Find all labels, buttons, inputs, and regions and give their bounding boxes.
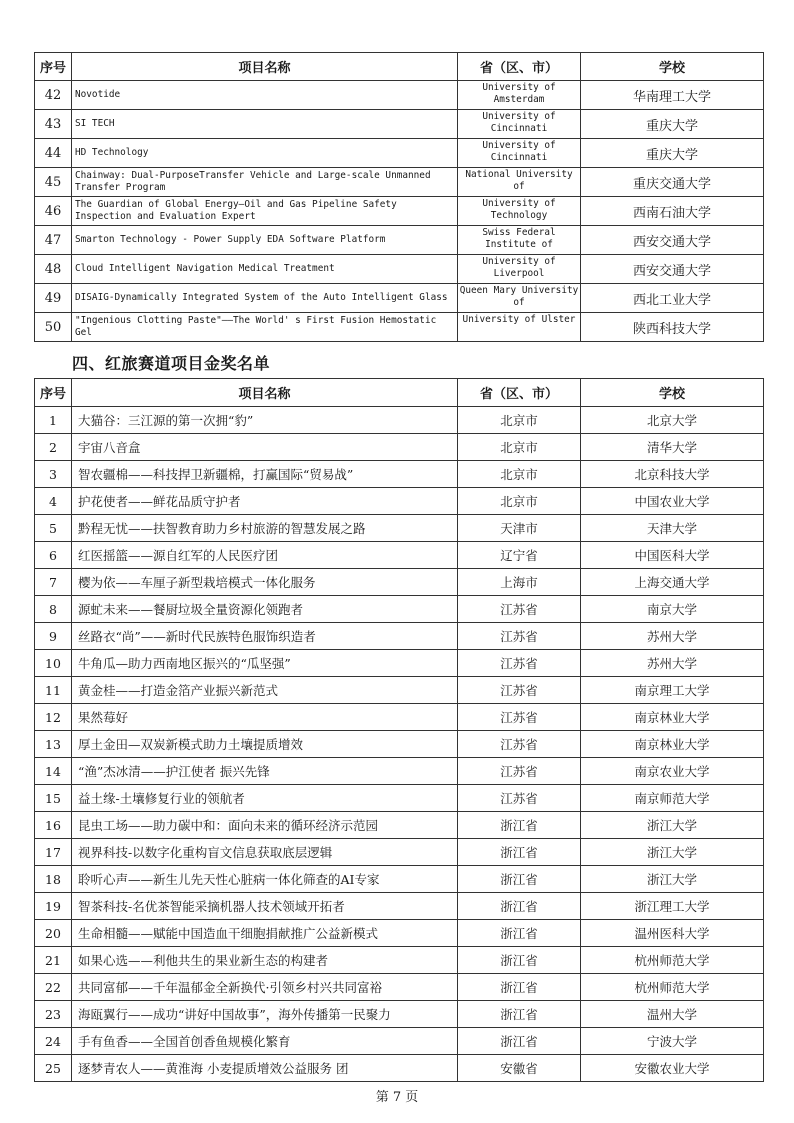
- page-number: 第 7 页: [375, 1090, 419, 1105]
- table-row: [35, 1028, 764, 1055]
- row-number: 44: [35, 139, 72, 168]
- school: 重庆大学: [581, 110, 764, 139]
- row-number: 42: [35, 81, 72, 110]
- row-number: 4: [35, 488, 72, 515]
- table-row: [35, 542, 764, 569]
- table-row: [35, 677, 764, 704]
- province: 江苏省: [458, 650, 581, 677]
- province-text: Swiss Federal Institute of: [482, 227, 556, 250]
- table-row: [35, 434, 764, 461]
- project-name: 生命相髓——赋能中国造血干细胞捐献推广公益新模式: [72, 920, 458, 947]
- row-number: 46: [35, 197, 72, 226]
- province-text: Queen Mary University of: [459, 285, 579, 308]
- province: 浙江省: [458, 1001, 581, 1028]
- table-row: [35, 920, 764, 947]
- table-row: [35, 168, 764, 197]
- project-name: "Ingenious Clotting Paste"——The World' s First Fusion Hemostatic Gel: [72, 313, 458, 342]
- school: 浙江大学: [581, 812, 764, 839]
- province: 江苏省: [458, 785, 581, 812]
- school: 南京农业大学: [581, 758, 764, 785]
- province: 北京市: [458, 461, 581, 488]
- province: 江苏省: [458, 704, 581, 731]
- project-name: 益土缘-土壤修复行业的领航者: [72, 785, 458, 812]
- row-number: 25: [35, 1055, 72, 1082]
- header-province: 省（区、市）: [458, 53, 581, 81]
- project-name: Chainway: Dual-PurposeTransfer Vehicle and Large-scale Unmanned Transfer Program: [72, 168, 458, 197]
- row-number: 3: [35, 461, 72, 488]
- row-number: 16: [35, 812, 72, 839]
- table-row: [35, 839, 764, 866]
- project-name: 聆听心声——新生儿先天性心脏病一体化筛查的AI专家: [72, 866, 458, 893]
- table-row: [35, 731, 764, 758]
- row-number: 11: [35, 677, 72, 704]
- row-number: 50: [35, 313, 72, 342]
- school: 西安交通大学: [581, 255, 764, 284]
- row-number: 8: [35, 596, 72, 623]
- project-name: 共同富郁——千年温郁金全新换代·引领乡村兴共同富裕: [72, 974, 458, 1001]
- table-row: [35, 110, 764, 139]
- project-name: 厚土金田—双炭新模式助力土壤提质增效: [72, 731, 458, 758]
- school: 浙江理工大学: [581, 893, 764, 920]
- project-name: 樱为依——车厘子新型栽培模式一体化服务: [72, 569, 458, 596]
- province: 江苏省: [458, 677, 581, 704]
- project-name: SI TECH: [72, 110, 458, 139]
- school: 重庆交通大学: [581, 168, 764, 197]
- school: 安徽农业大学: [581, 1055, 764, 1082]
- province: 浙江省: [458, 947, 581, 974]
- header-school: 学校: [581, 379, 764, 407]
- school: 上海交通大学: [581, 569, 764, 596]
- table-row: [35, 785, 764, 812]
- school: 苏州大学: [581, 650, 764, 677]
- school: 北京科技大学: [581, 461, 764, 488]
- school: 南京师范大学: [581, 785, 764, 812]
- table-row: [35, 407, 764, 434]
- project-name: Novotide: [72, 81, 458, 110]
- header-province: 省（区、市）: [458, 379, 581, 407]
- project-name: 黔程无忧——扶智教育助力乡村旅游的智慧发展之路: [72, 515, 458, 542]
- table-row: [35, 623, 764, 650]
- project-name: 红医摇篮——源自红军的人民医疗团: [72, 542, 458, 569]
- project-name: 手有鱼香——全国首创香鱼规模化繁育: [72, 1028, 458, 1055]
- table-row: [35, 704, 764, 731]
- row-number: 2: [35, 434, 72, 461]
- province: [458, 139, 581, 168]
- table-row: [35, 1001, 764, 1028]
- red-track-table: [34, 378, 764, 1082]
- row-number: 22: [35, 974, 72, 1001]
- province: 浙江省: [458, 866, 581, 893]
- row-number: 18: [35, 866, 72, 893]
- international-track-rows: [35, 81, 764, 342]
- table-row: [35, 226, 764, 255]
- province: [458, 168, 581, 197]
- table-row: [35, 313, 764, 342]
- province: 上海市: [458, 569, 581, 596]
- province: 浙江省: [458, 920, 581, 947]
- table-row: [35, 812, 764, 839]
- school: 陕西科技大学: [581, 313, 764, 342]
- table-row: [35, 515, 764, 542]
- project-name: 宇宙八音盒: [72, 434, 458, 461]
- row-number: 43: [35, 110, 72, 139]
- table-row: [35, 569, 764, 596]
- row-number: 5: [35, 515, 72, 542]
- table-row: [35, 1055, 764, 1082]
- province: [458, 81, 581, 110]
- school: 浙江大学: [581, 839, 764, 866]
- school: 中国农业大学: [581, 488, 764, 515]
- school: 宁波大学: [581, 1028, 764, 1055]
- province-text: University of Amsterdam: [482, 82, 556, 105]
- province: 江苏省: [458, 623, 581, 650]
- table-row: [35, 596, 764, 623]
- row-number: 10: [35, 650, 72, 677]
- row-number: 15: [35, 785, 72, 812]
- school: 南京林业大学: [581, 731, 764, 758]
- red-track-rows: [35, 407, 764, 1082]
- row-number: 12: [35, 704, 72, 731]
- project-name: HD Technology: [72, 139, 458, 168]
- province: 浙江省: [458, 974, 581, 1001]
- province: 北京市: [458, 488, 581, 515]
- row-number: 9: [35, 623, 72, 650]
- project-name: 海瓯翼行——成功“讲好中国故事”，海外传播第一民聚力: [72, 1001, 458, 1028]
- header-no: 序号: [35, 379, 72, 407]
- province: 浙江省: [458, 893, 581, 920]
- project-name: 黄金桂——打造金箔产业振兴新范式: [72, 677, 458, 704]
- row-number: 24: [35, 1028, 72, 1055]
- row-number: 49: [35, 284, 72, 313]
- province: 辽宁省: [458, 542, 581, 569]
- province: [458, 255, 581, 284]
- province: [458, 284, 581, 313]
- table-row: [35, 758, 764, 785]
- row-number: 23: [35, 1001, 72, 1028]
- project-name: Cloud Intelligent Navigation Medical Treatment: [72, 255, 458, 284]
- table-row: [35, 81, 764, 110]
- row-number: 7: [35, 569, 72, 596]
- school: 杭州师范大学: [581, 974, 764, 1001]
- table-row: [35, 893, 764, 920]
- international-track-table: [34, 52, 764, 342]
- province-text: University of Cincinnati: [482, 140, 556, 163]
- school: 南京林业大学: [581, 704, 764, 731]
- project-name: 大猫谷：三江源的第一次拥“豹”: [72, 407, 458, 434]
- province: 江苏省: [458, 758, 581, 785]
- school: 清华大学: [581, 434, 764, 461]
- project-name: 智茶科技-名优茶智能采摘机器人技术领域开拓者: [72, 893, 458, 920]
- province: 浙江省: [458, 1028, 581, 1055]
- school: 杭州师范大学: [581, 947, 764, 974]
- province-text: University of Liverpool: [482, 256, 556, 279]
- table-row: [35, 650, 764, 677]
- province: 北京市: [458, 434, 581, 461]
- project-name: 果然莓好: [72, 704, 458, 731]
- school: 天津大学: [581, 515, 764, 542]
- row-number: 48: [35, 255, 72, 284]
- province: [458, 197, 581, 226]
- province: 江苏省: [458, 731, 581, 758]
- table-header-row: [35, 53, 764, 81]
- project-name: 丝路衣“尚”——新时代民族特色服饰织造者: [72, 623, 458, 650]
- table-row: [35, 947, 764, 974]
- province-text: University of Technology: [482, 198, 556, 221]
- school: 北京大学: [581, 407, 764, 434]
- table-header-row: [35, 379, 764, 407]
- project-name: The Guardian of Global Energy—Oil and Gas Pipeline Safety Inspection and Evaluation Expert: [72, 197, 458, 226]
- table-row: [35, 255, 764, 284]
- row-number: 14: [35, 758, 72, 785]
- project-name: “渔”杰冰清——护江使者 振兴先锋: [72, 758, 458, 785]
- province: [458, 226, 581, 255]
- school: 华南理工大学: [581, 81, 764, 110]
- row-number: 21: [35, 947, 72, 974]
- table-row: [35, 974, 764, 1001]
- school: 南京理工大学: [581, 677, 764, 704]
- school: 西南石油大学: [581, 197, 764, 226]
- table-row: [35, 197, 764, 226]
- project-name: 逐梦青农人——黄淮海 小麦提质增效公益服务 团: [72, 1055, 458, 1082]
- header-school: 学校: [581, 53, 764, 81]
- province-text: National University of: [465, 169, 573, 192]
- table-row: [35, 461, 764, 488]
- province-text: University of Ulster: [462, 314, 576, 325]
- province-text: University of Cincinnati: [482, 111, 556, 134]
- row-number: 17: [35, 839, 72, 866]
- school: 西安交通大学: [581, 226, 764, 255]
- school: 苏州大学: [581, 623, 764, 650]
- school: 西北工业大学: [581, 284, 764, 313]
- row-number: 47: [35, 226, 72, 255]
- row-number: 20: [35, 920, 72, 947]
- project-name: 如果心选——利他共生的果业新生态的构建者: [72, 947, 458, 974]
- school: 重庆大学: [581, 139, 764, 168]
- school: 中国医科大学: [581, 542, 764, 569]
- province: 江苏省: [458, 596, 581, 623]
- header-no: 序号: [35, 53, 72, 81]
- province: 北京市: [458, 407, 581, 434]
- table-row: [35, 866, 764, 893]
- province: 天津市: [458, 515, 581, 542]
- school: 浙江大学: [581, 866, 764, 893]
- project-name: DISAIG-Dynamically Integrated System of the Auto Intelligent Glass: [72, 284, 458, 313]
- row-number: 45: [35, 168, 72, 197]
- project-name: 护花使者——鲜花品质守护者: [72, 488, 458, 515]
- province: [458, 110, 581, 139]
- province: 浙江省: [458, 839, 581, 866]
- project-name: 牛角瓜—助力西南地区振兴的“瓜坚强”: [72, 650, 458, 677]
- header-project-name: 项目名称: [72, 379, 458, 407]
- row-number: 13: [35, 731, 72, 758]
- row-number: 1: [35, 407, 72, 434]
- school: 温州大学: [581, 1001, 764, 1028]
- province: 浙江省: [458, 812, 581, 839]
- table-row: [35, 139, 764, 168]
- table-row: [35, 488, 764, 515]
- project-name: 视界科技-以数字化重构盲文信息获取底层逻辑: [72, 839, 458, 866]
- project-name: 智农疆棉——科技捍卫新疆棉，打赢国际“贸易战”: [72, 461, 458, 488]
- header-project-name: 项目名称: [72, 53, 458, 81]
- row-number: 6: [35, 542, 72, 569]
- school: 南京大学: [581, 596, 764, 623]
- school: 温州医科大学: [581, 920, 764, 947]
- row-number: 19: [35, 893, 72, 920]
- table-row: [35, 284, 764, 313]
- project-name: Smarton Technology - Power Supply EDA Software Platform: [72, 226, 458, 255]
- province: [458, 313, 581, 342]
- section-heading: 四、红旅赛道项目金奖名单: [72, 354, 271, 373]
- project-name: 源虻未来——餐厨垃圾全量资源化领跑者: [72, 596, 458, 623]
- province: 安徽省: [458, 1055, 581, 1082]
- project-name: 昆虫工场——助力碳中和：面向未来的循环经济示范园: [72, 812, 458, 839]
